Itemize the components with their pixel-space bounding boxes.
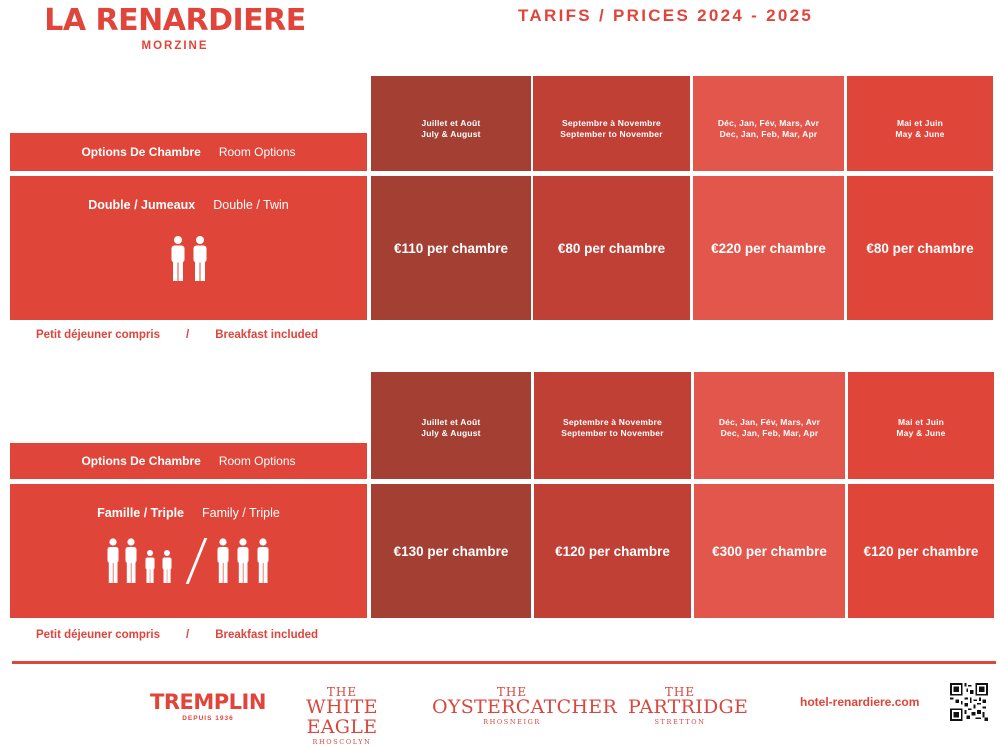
season-label-fr: Juillet et Août [421, 417, 481, 427]
season-label-en: July & August [421, 428, 481, 439]
logo-location: RHOSNEIGR [483, 717, 541, 726]
season-label-en: Dec, Jan, Feb, Mar, Apr [720, 428, 819, 439]
logo-location: STRETTON [654, 717, 706, 726]
breakfast-note-fr: Petit déjeuner compris [36, 329, 160, 341]
room-name-fr: Famille / Triple [97, 506, 185, 520]
season-label-en: May & June [895, 129, 945, 140]
price-cell: €80 per chambre [533, 176, 690, 320]
price-cell: €110 per chambre [371, 176, 531, 320]
season-header-autumn [534, 372, 691, 479]
breakfast-note [36, 329, 318, 341]
qr-code-icon[interactable] [950, 683, 988, 721]
price-cell: €120 per chambre [534, 484, 691, 618]
family-triple-icon [10, 538, 367, 584]
season-label-fr: Septembre à Novembre [562, 118, 661, 128]
brand-logo [20, 4, 330, 52]
room-family-triple [10, 484, 367, 618]
tremplin-logo-sub: DEPUIS 1936 [182, 715, 234, 722]
season-label-fr: Juillet et Août [421, 118, 481, 128]
price-cell: €80 per chambre [847, 176, 993, 320]
season-header-winter [693, 76, 844, 171]
season-header-autumn [533, 76, 690, 171]
tremplin-logo[interactable] [150, 692, 266, 722]
room-options-header [10, 133, 367, 171]
season-header-winter [694, 372, 845, 479]
logo-the: THE [496, 685, 528, 699]
breakfast-note-en: Breakfast included [215, 629, 319, 641]
room-name-fr: Double / Jumeaux [88, 198, 196, 212]
breakfast-note-separator: / [185, 329, 190, 341]
footer-divider [12, 661, 996, 664]
logo-name: WHITE EAGLE [306, 696, 378, 738]
price-cell: €220 per chambre [693, 176, 844, 320]
price-cell: €300 per chambre [694, 484, 845, 618]
partridge-logo[interactable] [628, 685, 749, 726]
season-label-fr: Mai et Juin [896, 118, 944, 128]
breakfast-note-separator: / [185, 629, 190, 641]
season-label-fr: Mai et Juin [897, 417, 945, 427]
logo-location: RHOSCOLYN [312, 737, 372, 746]
breakfast-note-fr: Petit déjeuner compris [36, 629, 160, 641]
room-options-label-en: Room Options [218, 145, 296, 159]
logo-the: THE [664, 685, 696, 699]
season-label-en: September to November [560, 129, 663, 140]
brand-name: LA RENARDIERE [44, 3, 306, 38]
logo-the: THE [326, 685, 358, 699]
logo-name: PARTRIDGE [628, 696, 749, 718]
logo-name: OYSTERCATCHER [432, 696, 618, 718]
season-header-spring [848, 372, 994, 479]
season-header-spring [847, 76, 993, 171]
price-cell: €130 per chambre [371, 484, 531, 618]
room-double-twin [10, 176, 367, 320]
room-options-label-fr: Options De Chambre [81, 145, 201, 159]
three-adults-icon [215, 538, 271, 584]
breakfast-note [36, 629, 318, 641]
season-label-en: Dec, Jan, Feb, Mar, Apr [719, 129, 818, 140]
season-header-summer [371, 372, 531, 479]
room-options-label-fr: Options De Chambre [81, 454, 201, 468]
season-label-fr: Septembre à Novembre [563, 417, 662, 427]
room-name-en: Family / Triple [202, 506, 280, 520]
brand-location: MORZINE [141, 39, 209, 52]
family-icon [106, 538, 178, 584]
breakfast-note-en: Breakfast included [215, 329, 319, 341]
room-name-en: Double / Twin [213, 198, 289, 212]
oystercatcher-logo[interactable] [432, 685, 618, 726]
divider [186, 538, 208, 584]
room-options-header [10, 443, 367, 479]
season-header-summer [371, 76, 531, 171]
season-label-fr: Déc, Jan, Fév, Mars, Avr [718, 417, 821, 427]
price-cell: €120 per chambre [848, 484, 994, 618]
two-adults-icon [10, 236, 367, 282]
page-title: TARIFS / PRICES 2024 - 2025 [518, 6, 814, 25]
season-label-en: September to November [561, 428, 664, 439]
website-link[interactable]: hotel-renardiere.com [800, 695, 920, 709]
season-label-en: May & June [896, 428, 946, 439]
white-eagle-logo[interactable] [280, 686, 404, 746]
tremplin-logo-name: TREMPLIN [150, 690, 266, 714]
season-label-en: July & August [421, 129, 481, 140]
room-options-label-en: Room Options [218, 454, 296, 468]
season-label-fr: Déc, Jan, Fév, Mars, Avr [717, 118, 820, 128]
